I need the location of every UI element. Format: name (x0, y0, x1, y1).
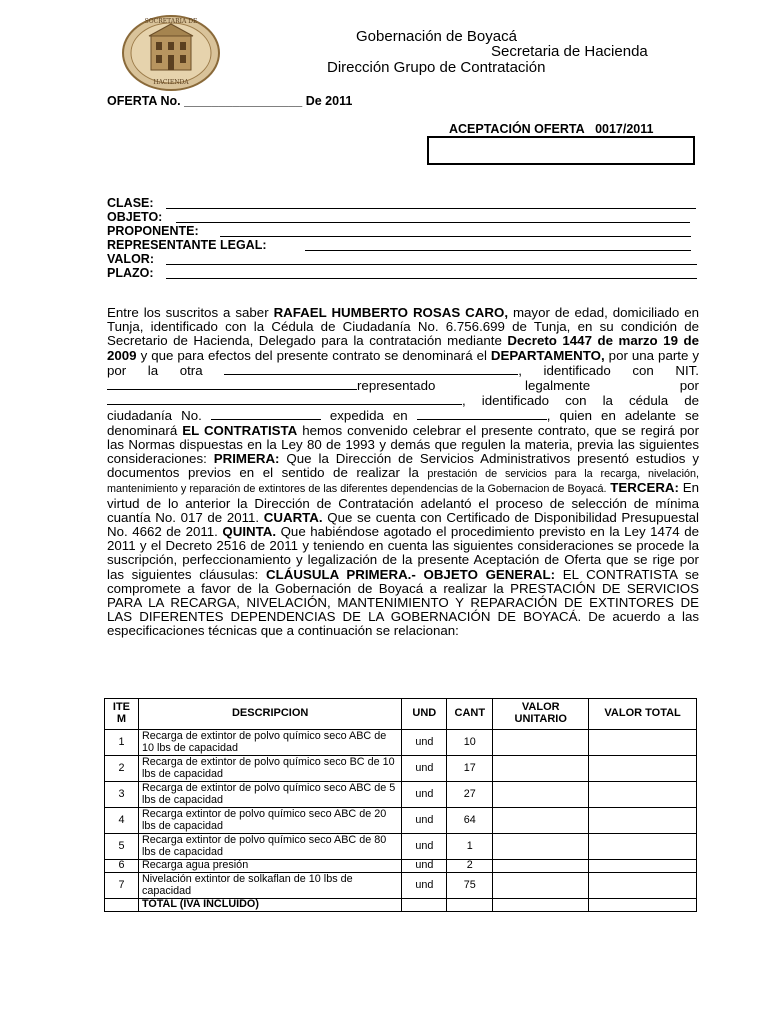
cell-und: und (402, 873, 447, 899)
table-row (105, 730, 697, 756)
header-gobernacion: Gobernación de Boyacá (356, 28, 517, 45)
cell-desc: Recarga extintor de polvo químico seco ABC de 20 lbs de capacidad (138, 808, 401, 834)
table-row (105, 873, 697, 899)
cell-und: und (402, 782, 447, 808)
cell-unit-value[interactable] (493, 756, 589, 782)
offer-number-line: OFERTA No. _________________ De 2011 (107, 94, 353, 108)
cell-cant-empty (447, 899, 493, 912)
header-valor-unitario: VALOR UNITARIO (493, 699, 589, 730)
cell-total-value[interactable] (589, 873, 697, 899)
body-text-5: , identificado con NIT. (518, 362, 699, 378)
cell-cant: 75 (447, 873, 493, 899)
body-text-4: por una parte y por la otra (107, 347, 699, 378)
cell-und: und (402, 834, 447, 860)
cell-und-empty (402, 899, 447, 912)
body-text-13: Que se cuenta con Certificado de Disponibilidad Presupuestal No. 4662 de 2011. (107, 509, 699, 540)
header-direccion: Dirección Grupo de Contratación (327, 59, 546, 76)
cell-cant: 64 (447, 808, 493, 834)
cell-cant: 17 (447, 756, 493, 782)
cell-total-value[interactable] (589, 782, 697, 808)
body-text-9: , quien en adelante se denominará (107, 408, 699, 438)
body-text-7: , identificado con la cédula de ciudadanía No. (107, 393, 699, 424)
body-text-15: EL CONTRATISTA se compromete a favor de la Gobernación de Boyacá a realizar la PRESTACIÓN DE SERVICIOS PARA LA RECARGA, NIVELACIÓN, MANTENIMIENTO Y REPARACIÓN DE EXTINTORES DE LAS DIFERENTES DEPENDENCIAS DE LA GOBERNACIÓN DE BOYACÁ. De acuerdo a las especificaciones técnicas que a continuación se relacionan: (107, 566, 699, 639)
cell-unit-value[interactable] (493, 808, 589, 834)
blank-issued-in[interactable] (417, 408, 547, 420)
cell-item: 1 (105, 730, 139, 756)
cuarta-heading: CUARTA. (263, 509, 323, 525)
table-row (105, 834, 697, 860)
cell-item: 6 (105, 860, 139, 873)
table-row (105, 782, 697, 808)
cell-total-value[interactable] (589, 860, 697, 873)
acceptance-label: ACEPTACIÓN OFERTA (449, 122, 585, 136)
cell-item: 4 (105, 808, 139, 834)
cell-desc: Recarga extintor de polvo químico seco ABC de 80 lbs de capacidad (138, 834, 401, 860)
total-label: TOTAL (IVA INCLUIDO) (138, 899, 401, 912)
cell-unit-value[interactable] (493, 782, 589, 808)
table-row (105, 860, 697, 873)
body-text-3: y que para efectos del presente contrato se denominará el (136, 347, 491, 363)
cell-cant: 27 (447, 782, 493, 808)
field-proponente-label: PROPONENTE: (107, 224, 199, 238)
body-text-8: expedida en (320, 408, 417, 424)
cell-item: 3 (105, 782, 139, 808)
cell-desc: Recarga de extintor de polvo químico seco BC de 10 lbs de capacidad (138, 756, 401, 782)
blank-id-number[interactable] (211, 408, 321, 420)
seal-logo (121, 14, 221, 92)
field-clase-label: CLASE: (107, 196, 154, 210)
contract-body (107, 306, 699, 639)
cell-total-amount[interactable] (589, 899, 697, 912)
cell-total-value[interactable] (589, 808, 697, 834)
department-term: DEPARTAMENTO, (490, 347, 605, 363)
cell-unit-empty (493, 899, 589, 912)
contract-paragraph (107, 306, 699, 639)
table-row (105, 808, 697, 834)
clausula-heading: CLÁUSULA PRIMERA.- OBJETO GENERAL: (266, 566, 556, 582)
field-plazo-line[interactable] (166, 278, 697, 279)
acceptance-title (449, 122, 653, 136)
items-table (104, 698, 697, 912)
blank-representative[interactable] (107, 393, 462, 405)
cell-total-value[interactable] (589, 834, 697, 860)
table-header-row (105, 699, 697, 730)
body-text-11-small: prestación de servicios para la recarga, nivelación, mantenimiento y reparación de extintores de las diferentes dependencias de la Gobernacion de Boyacá. (107, 468, 699, 496)
cell-cant: 2 (447, 860, 493, 873)
tercera-heading: TERCERA: (606, 480, 679, 496)
field-representante-line[interactable] (305, 250, 691, 251)
header-und: UND (402, 699, 447, 730)
cell-und: und (402, 860, 447, 873)
cell-desc: Recarga de extintor de polvo químico seco ABC de 5 lbs de capacidad (138, 782, 401, 808)
field-objeto-line[interactable] (176, 222, 690, 223)
decree-ref: Decreto 1447 de marzo 19 de 2009 (107, 333, 699, 363)
body-text-1: Entre los suscritos a saber (107, 305, 274, 320)
field-valor-label: VALOR: (107, 252, 154, 266)
quinta-heading: QUINTA. (222, 524, 277, 540)
cell-und: und (402, 756, 447, 782)
header-item: ITE M (105, 699, 139, 730)
cell-unit-value[interactable] (493, 860, 589, 873)
cell-desc: Recarga agua presión (138, 860, 401, 873)
body-text-2: mayor de edad, domiciliado en Tunja, identificado con la Cédula de Ciudadanía No. 6.756.699 de Tunja, en su condición de Secretario de Hacienda, Delegado para la contratación mediante (107, 305, 699, 349)
header-valor-total: VALOR TOTAL (589, 699, 697, 730)
contractor-term: EL CONTRATISTA (182, 422, 298, 438)
acceptance-number: 0017/2011 (595, 122, 654, 136)
table-total-row (105, 899, 697, 912)
field-proponente-line[interactable] (220, 236, 691, 237)
field-valor-line[interactable] (166, 264, 697, 265)
cell-und: und (402, 730, 447, 756)
body-text-14: Que habiéndose agotado el procedimiento previsto en la Ley 1474 de 2011 y el Decreto 2516 de 2011 y teniendo en cuenta las siguientes consideraciones se procede la suscripción, perfeccionamiento y legalización de la presente Aceptación de Oferta que se rige por las siguientes cláusulas: (107, 524, 699, 582)
cell-desc: Recarga de extintor de polvo químico seco ABC de 10 lbs de capacidad (138, 730, 401, 756)
table-row (105, 756, 697, 782)
body-text-12: En virtud de lo anterior la Dirección de Contratación adelantó el proceso de selección de mínima cuantía No. 017 de 2011. (107, 480, 699, 525)
field-plazo-label: PLAZO: (107, 266, 154, 280)
header-descripcion: DESCRIPCION (138, 699, 401, 730)
cell-item: 5 (105, 834, 139, 860)
body-text-6: representado legalmente por (357, 378, 699, 394)
acceptance-box[interactable] (427, 136, 695, 165)
cell-cant: 1 (447, 834, 493, 860)
cell-total-value[interactable] (589, 730, 697, 756)
cell-total-value[interactable] (589, 756, 697, 782)
cell-item: 2 (105, 756, 139, 782)
primera-heading: PRIMERA: (213, 451, 280, 467)
header-secretaria: Secretaria de Hacienda (491, 43, 648, 60)
seal-top-text: SOCRETARIA DE (144, 18, 198, 25)
field-clase-line[interactable] (166, 208, 696, 209)
cell-und: und (402, 808, 447, 834)
secretary-name: RAFAEL HUMBERTO ROSAS CARO, (273, 305, 509, 320)
seal-bottom-text: HACIENDA (153, 79, 189, 86)
body-text-10: hemos convenido celebrar el presente contrato, que se regirá por las Normas dispuestas en la Ley 80 de 1993 y demás que regulen la materia, previa las siguientes consideraciones: (107, 422, 700, 467)
body-text-11: Que la Dirección de Servicios Administrativos presentó estudios y documentos previos en el sentido de realizar la (107, 451, 699, 481)
cell-unit-value[interactable] (493, 873, 589, 899)
header-cant: CANT (447, 699, 493, 730)
cell-cant: 10 (447, 730, 493, 756)
cell-unit-value[interactable] (493, 834, 589, 860)
cell-unit-value[interactable] (493, 730, 589, 756)
field-representante-label: REPRESENTANTE LEGAL: (107, 238, 267, 252)
cell-item: 7 (105, 873, 139, 899)
blank-contractor-name[interactable] (224, 363, 518, 375)
blank-nit[interactable] (107, 378, 357, 390)
cell-desc: Nivelación extintor de solkaflan de 10 lbs de capacidad (138, 873, 401, 899)
cell-item-empty (105, 899, 139, 912)
field-objeto-label: OBJETO: (107, 210, 163, 224)
